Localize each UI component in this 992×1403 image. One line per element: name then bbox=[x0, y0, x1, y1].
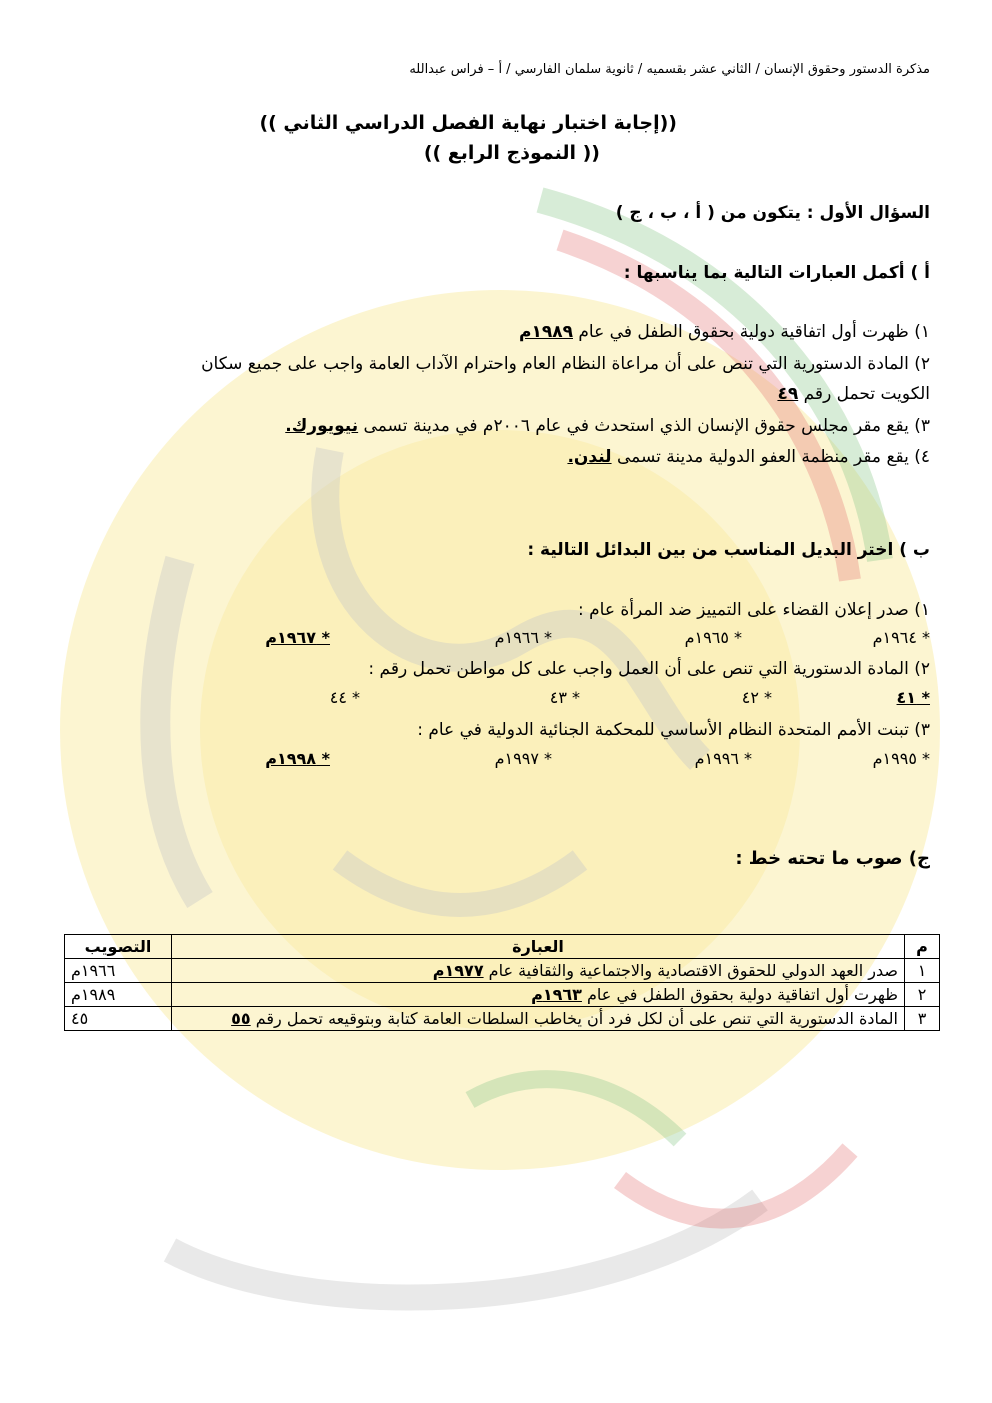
row-number: ٣ bbox=[905, 1007, 940, 1031]
row-correction: ٤٥ bbox=[65, 1007, 172, 1031]
mcq-option: * ١٩٦٥م bbox=[684, 628, 742, 647]
mcq-option-correct: * ١٩٩٨م bbox=[265, 749, 330, 768]
mcq-question: ٢) المادة الدستورية التي تنص على أن العمل واجب على كل مواطن تحمل رقم : bbox=[368, 659, 930, 679]
mcq-option: * ١٩٦٤م bbox=[872, 628, 930, 647]
mcq-option: * ١٩٩٥م bbox=[872, 749, 930, 768]
table-row bbox=[65, 1007, 940, 1031]
completion-answer: ١٩٨٩م bbox=[519, 322, 573, 342]
completion-answer: ٤٩ bbox=[777, 384, 799, 404]
mcq-option: * ١٩٦٦م bbox=[494, 628, 552, 647]
row-statement: ظهرت أول اتفاقية دولية بحقوق الطفل في عام ١٩٦٣م bbox=[172, 983, 905, 1007]
row-statement: المادة الدستورية التي تنص على أن لكل فرد أن يخاطب السلطات العامة كتابة وبتوقيعه تحمل رقم ٥٥ bbox=[172, 1007, 905, 1031]
underlined-error: ١٩٦٣م bbox=[531, 985, 582, 1004]
mcq-option: * ٤٢ bbox=[741, 688, 772, 707]
row-correction: ١٩٦٦م bbox=[65, 959, 172, 983]
mcq-option: * ١٩٩٧م bbox=[494, 749, 552, 768]
exam-subtitle: (( النموذج الرابع )) bbox=[423, 142, 600, 164]
table-row bbox=[65, 983, 940, 1007]
section-b-heading: ب ) اختر البديل المناسب من بين البدائل التالية : bbox=[527, 540, 930, 560]
table-header-row bbox=[65, 935, 940, 959]
mcq-option: * ٤٤ bbox=[329, 688, 360, 707]
mcq-option-correct: * ٤١ bbox=[896, 688, 930, 707]
section-c-heading: ج) صوب ما تحته خط : bbox=[735, 848, 930, 869]
mcq-question: ١) صدر إعلان القضاء على التمييز ضد المرأة عام : bbox=[577, 600, 930, 620]
completion-item: الكويت تحمل رقم ٤٩ bbox=[777, 384, 930, 404]
completion-item: ٤) يقع مقر منظمة العفو الدولية مدينة تسمى لندن. bbox=[567, 447, 930, 467]
completion-answer: نيويورك. bbox=[285, 416, 359, 436]
underlined-error: ٥٥ bbox=[231, 1009, 251, 1028]
row-statement: صدر العهد الدولي للحقوق الاقتصادية والاجتماعية والثقافية عام ١٩٧٧م bbox=[172, 959, 905, 983]
question-one-heading: السؤال الأول : يتكون من ( أ ، ب ، ج ) bbox=[615, 203, 930, 223]
completion-answer: لندن. bbox=[567, 447, 612, 467]
row-correction: ١٩٨٩م bbox=[65, 983, 172, 1007]
row-number: ١ bbox=[905, 959, 940, 983]
table-row bbox=[65, 959, 940, 983]
completion-item: ٣) يقع مقر مجلس حقوق الإنسان الذي استحدث في عام ٢٠٠٦م في مدينة تسمى نيويورك. bbox=[285, 416, 930, 436]
section-a-heading: أ ) أكمل العبارات التالية بما يناسبها : bbox=[623, 263, 930, 283]
mcq-option: * ٤٣ bbox=[549, 688, 580, 707]
correction-table bbox=[64, 934, 940, 1031]
document-header: مذكرة الدستور وحقوق الإنسان / الثاني عشر بقسميه / ثانوية سلمان الفارسي / أ – فراس عبدالله bbox=[409, 62, 930, 77]
column-header-statement: العبارة bbox=[172, 935, 905, 959]
column-header-number: م bbox=[905, 935, 940, 959]
completion-item: ٢) المادة الدستورية التي تنص على أن مراعاة النظام العام واحترام الآداب العامة واجب على جميع سكان bbox=[201, 354, 930, 374]
underlined-error: ١٩٧٧م bbox=[432, 961, 484, 980]
mcq-question: ٣) تبنت الأمم المتحدة النظام الأساسي للمحكمة الجنائية الدولية في عام : bbox=[417, 720, 930, 740]
exam-title: ((إجابة اختبار نهاية الفصل الدراسي الثاني )) bbox=[259, 112, 677, 134]
row-number: ٢ bbox=[905, 983, 940, 1007]
column-header-correction: التصويب bbox=[65, 935, 172, 959]
completion-item: ١) ظهرت أول اتفاقية دولية بحقوق الطفل في عام ١٩٨٩م bbox=[519, 322, 930, 342]
mcq-option-correct: * ١٩٦٧م bbox=[265, 628, 330, 647]
mcq-option: * ١٩٩٦م bbox=[694, 749, 752, 768]
